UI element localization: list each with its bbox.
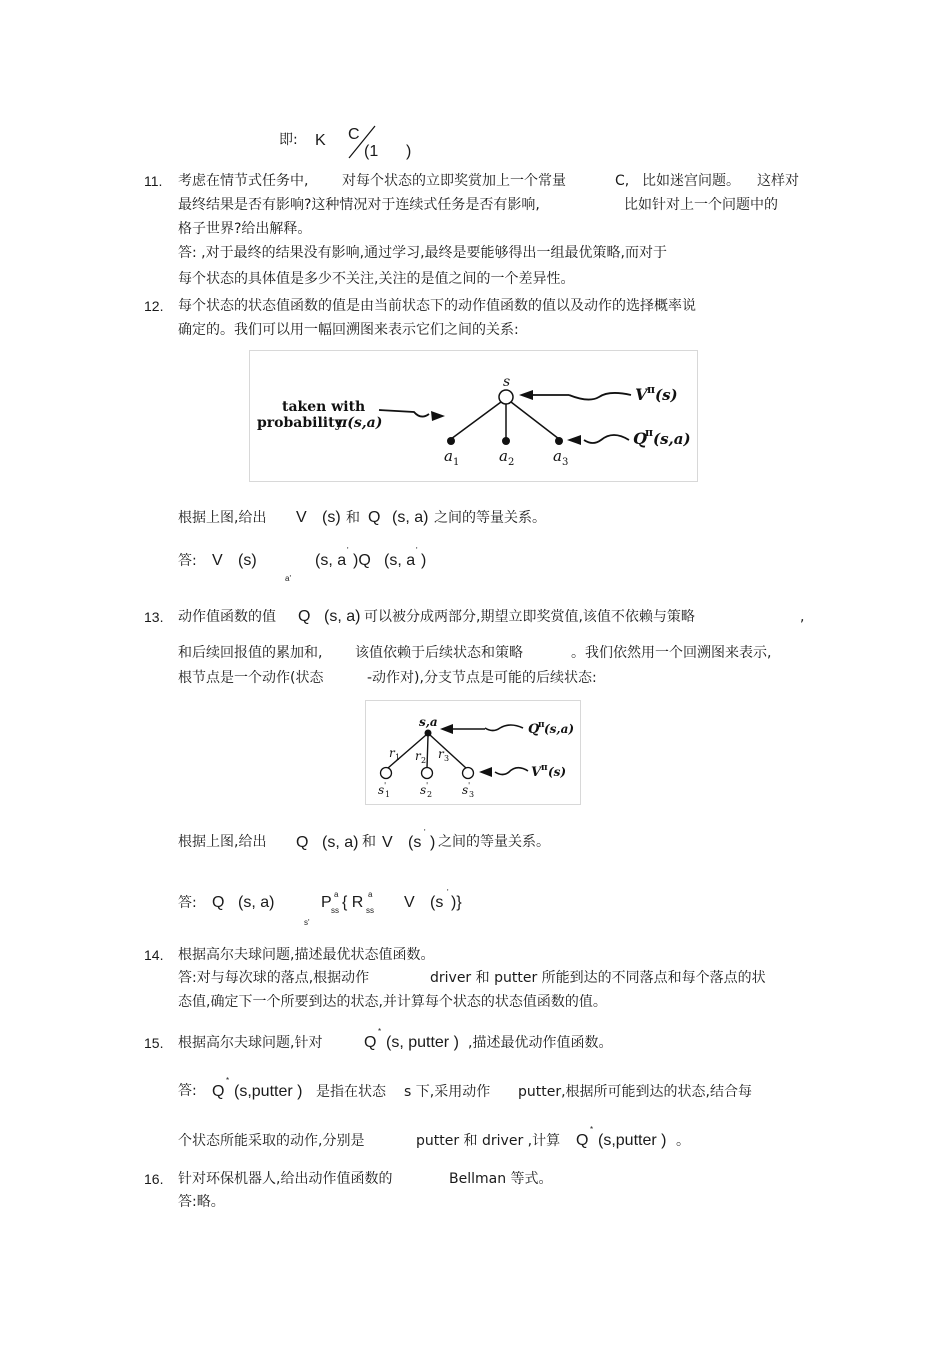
state-node-icon xyxy=(422,768,433,779)
q16-line1a: 针对环保机器人,给出动作值函数的 xyxy=(178,1171,393,1187)
q13-answer-r-sub: ss xyxy=(366,906,374,915)
q12-ask-and: 和 xyxy=(346,510,360,526)
q12-backup-diagram xyxy=(249,350,698,482)
q14-answer-line2: 态值,确定下一个所要到达的状态,并计算每个状态的状态值函数的值。 xyxy=(178,994,607,1010)
q16-answer: 答:略。 xyxy=(178,1194,225,1210)
q12-ask-a: 根据上图,给出 xyxy=(178,510,267,526)
q12-ask-v: V xyxy=(296,509,307,526)
intro-rparen: ) xyxy=(406,143,412,160)
q12-line1: 每个状态的状态值函数的值是由当前状态下的动作值函数的值以及动作的选择概率说 xyxy=(178,298,696,314)
q12-answer-v: V xyxy=(212,552,223,569)
q14-answer-line1b: driver 和 putter 所能到达的不同落点和每个落点的状 xyxy=(430,970,766,986)
q15-l1-q: Q xyxy=(364,1034,377,1051)
q13-answer-prime: ' xyxy=(447,888,449,897)
q12-ask-q: Q xyxy=(368,509,381,526)
q15-a1-arg: (s,putter ) xyxy=(234,1083,303,1100)
q15-a2-arg: (s,putter ) xyxy=(598,1132,667,1149)
q13-ask-and: 和 xyxy=(362,834,376,850)
q15-a1c: s 下,采用动作 xyxy=(404,1084,491,1100)
q13-ask-close: ) xyxy=(430,834,436,851)
svg-text:π: π xyxy=(647,383,656,396)
q13-answer-q: Q xyxy=(212,894,225,911)
svg-text:s,a: s,a xyxy=(419,715,438,729)
q13-answer-sum-sub: s' xyxy=(304,918,310,927)
svg-text:r: r xyxy=(389,746,395,760)
q15-a2a: 个状态所能采取的动作,分别是 xyxy=(178,1133,365,1149)
q15-a1-q: Q xyxy=(212,1083,225,1100)
q13-answer-label: 答: xyxy=(178,895,197,911)
q15-a2-star: * xyxy=(590,1125,594,1134)
q14-line1: 根据高尔夫球问题,描述最优状态值函数。 xyxy=(178,947,435,963)
q15-a2c: 。 xyxy=(676,1133,690,1149)
svg-text:1: 1 xyxy=(395,753,401,762)
svg-text:3: 3 xyxy=(444,754,450,763)
q11-answer-line1: 答: ,对于最终的结果没有影响,通过学习,最终是要能够得出一组最优策略,而对于 xyxy=(178,245,667,261)
intro-denominator: (1 xyxy=(364,143,379,160)
q13-answer-s: (s xyxy=(430,894,444,911)
q12-answer-s: (s) xyxy=(238,552,257,569)
q11-line1c: C, xyxy=(615,173,630,189)
q12-ask-s: (s) xyxy=(322,509,341,526)
q11-line2b: 比如针对上一个问题中的 xyxy=(624,197,778,213)
q12-answer-q: )Q xyxy=(353,552,371,569)
q15-l1-arg: (s, putter ) xyxy=(386,1034,459,1051)
q13-ask-prime: ' xyxy=(424,828,426,837)
q11-line1e: 这样对 xyxy=(757,173,799,189)
q14-answer-line1a: 答:对与每次球的落点,根据动作 xyxy=(178,970,370,986)
svg-text:a: a xyxy=(444,447,453,465)
q16-number: 16. xyxy=(144,1171,164,1187)
svg-text:π: π xyxy=(645,426,654,439)
q12-answer-subscript: a' xyxy=(285,574,291,583)
q15-number: 15. xyxy=(144,1035,164,1051)
svg-text:': ' xyxy=(384,781,387,790)
q13-l3a: 根节点是一个动作(状态 xyxy=(178,670,324,686)
q13-answer-p: P xyxy=(321,894,332,911)
svg-text:(s): (s) xyxy=(655,386,678,404)
svg-text:3: 3 xyxy=(469,790,475,799)
q13-answer-p-sup: a xyxy=(334,890,339,899)
action-node-icon xyxy=(555,437,563,445)
q13-backup-diagram xyxy=(365,700,581,805)
q11-answer-line2: 每个状态的具体值是多少不关注,关注的是值之间的一个差异性。 xyxy=(178,271,575,287)
q11-line2a: 最终结果是否有影响?这种情况对于连续式任务是否有影响, xyxy=(178,197,540,213)
q13-answer-p-sub: ss xyxy=(331,906,339,915)
q13-answer-r: { R xyxy=(342,894,364,911)
q15-a1d: putter,根据所可能到达的状态,结合每 xyxy=(518,1084,753,1100)
q12-line2: 确定的。我们可以用一幅回溯图来表示它们之间的关系: xyxy=(178,322,519,338)
q13-number: 13. xyxy=(144,609,164,625)
q13-l1b: 可以被分成两部分,期望立即奖赏值,该值不依赖与策略 xyxy=(364,609,695,625)
svg-text:s: s xyxy=(503,374,511,390)
svg-text:(s,a): (s,a) xyxy=(653,430,691,448)
q15-l1a: 根据高尔夫球问题,针对 xyxy=(178,1035,323,1051)
state-node-icon xyxy=(381,768,392,779)
svg-text:Q: Q xyxy=(528,722,540,737)
q13-ask-end: 之间的等量关系。 xyxy=(438,834,550,850)
svg-text:1: 1 xyxy=(453,457,460,468)
q13-l3b: -动作对),分支节点是可能的后续状态: xyxy=(367,670,597,686)
state-node-icon xyxy=(463,768,474,779)
svg-text:s: s xyxy=(462,783,469,797)
q12-answer-close: ) xyxy=(421,552,427,569)
state-node-icon xyxy=(499,390,513,404)
q13-l2a: 和后续回报值的累加和, xyxy=(178,645,323,661)
q11-line1a: 考虑在情节式任务中, xyxy=(178,173,309,189)
intro-c: C xyxy=(348,126,360,143)
svg-text:': ' xyxy=(468,781,471,790)
svg-text:taken with: taken with xyxy=(282,399,366,415)
svg-text:3: 3 xyxy=(562,457,569,468)
q12-answer-prime: ' xyxy=(347,546,349,555)
q12-number: 12. xyxy=(144,298,164,314)
q13-answer-v: V xyxy=(404,894,415,911)
q15-a2b: putter 和 driver ,计算 xyxy=(416,1133,561,1149)
action-node-icon xyxy=(447,437,455,445)
q15-a1-star: * xyxy=(226,1076,230,1085)
svg-text:s: s xyxy=(420,783,427,797)
q12-answer-label: 答: xyxy=(178,553,197,569)
svg-text:2: 2 xyxy=(421,756,427,765)
q12-answer-last: (s, a xyxy=(384,552,416,569)
q12-answer-mid: (s, a xyxy=(315,552,347,569)
svg-text:a: a xyxy=(499,447,508,465)
q15-l1-star: * xyxy=(378,1027,382,1036)
svg-text:(s): (s) xyxy=(548,765,567,779)
svg-text:Q: Q xyxy=(633,429,647,448)
q13-ask-s: (s xyxy=(408,834,422,851)
q13-ask-a: 根据上图,给出 xyxy=(178,834,267,850)
q11-line1b: 对每个状态的立即奖赏加上一个常量 xyxy=(342,173,566,189)
q13-l1-sa: (s, a) xyxy=(324,608,361,625)
svg-text:(s,a): (s,a) xyxy=(544,722,575,736)
q15-a1b: 是指在状态 xyxy=(316,1084,386,1100)
q13-l1c: , xyxy=(800,609,805,625)
q13-answer-sa: (s, a) xyxy=(238,894,275,911)
svg-text:s: s xyxy=(378,783,385,797)
q13-l2c: 。我们依然用一个回溯图来表示, xyxy=(571,645,772,661)
q13-ask-q: Q xyxy=(296,834,309,851)
q16-line1b: Bellman 等式。 xyxy=(449,1171,553,1187)
svg-text:r: r xyxy=(438,747,444,761)
svg-text:r: r xyxy=(415,749,421,763)
svg-text:π: π xyxy=(541,763,548,773)
q11-line3: 格子世界?给出解释。 xyxy=(178,221,312,237)
svg-text:V: V xyxy=(635,385,648,404)
q13-ask-sa: (s, a) xyxy=(322,834,359,851)
svg-text:π: π xyxy=(538,720,545,730)
action-node-icon xyxy=(502,437,510,445)
svg-text:a: a xyxy=(553,447,562,465)
svg-text:2: 2 xyxy=(427,790,433,799)
q15-l1b: ,描述最优动作值函数。 xyxy=(468,1035,613,1051)
q12-ask-sa: (s, a) xyxy=(392,509,429,526)
svg-text:1: 1 xyxy=(385,790,391,799)
q11-number: 11. xyxy=(144,173,163,189)
intro-k: K xyxy=(315,132,326,149)
q15-answer-label: 答: xyxy=(178,1083,197,1099)
q13-ask-v: V xyxy=(382,834,393,851)
q11-line1d: 比如迷宫问题。 xyxy=(642,173,740,189)
q12-ask-end: 之间的等量关系。 xyxy=(434,510,546,526)
q13-answer-end: )} xyxy=(451,894,462,911)
intro-label: 即: xyxy=(279,132,298,148)
q13-l1a: 动作值函数的值 xyxy=(178,609,276,625)
q13-answer-r-sup: a xyxy=(368,890,373,899)
q13-l1-q: Q xyxy=(298,608,311,625)
q15-a2-q: Q xyxy=(576,1132,589,1149)
q14-number: 14. xyxy=(144,947,164,963)
svg-text:2: 2 xyxy=(508,457,515,468)
svg-text:probability: probability xyxy=(257,415,343,431)
q13-l2b: 该值依赖于后续状态和策略 xyxy=(355,645,523,661)
q12-answer-prime2: ' xyxy=(416,546,418,555)
svg-text:π(s,a): π(s,a) xyxy=(337,415,383,431)
svg-text:': ' xyxy=(426,781,429,790)
svg-text:V: V xyxy=(531,765,542,780)
